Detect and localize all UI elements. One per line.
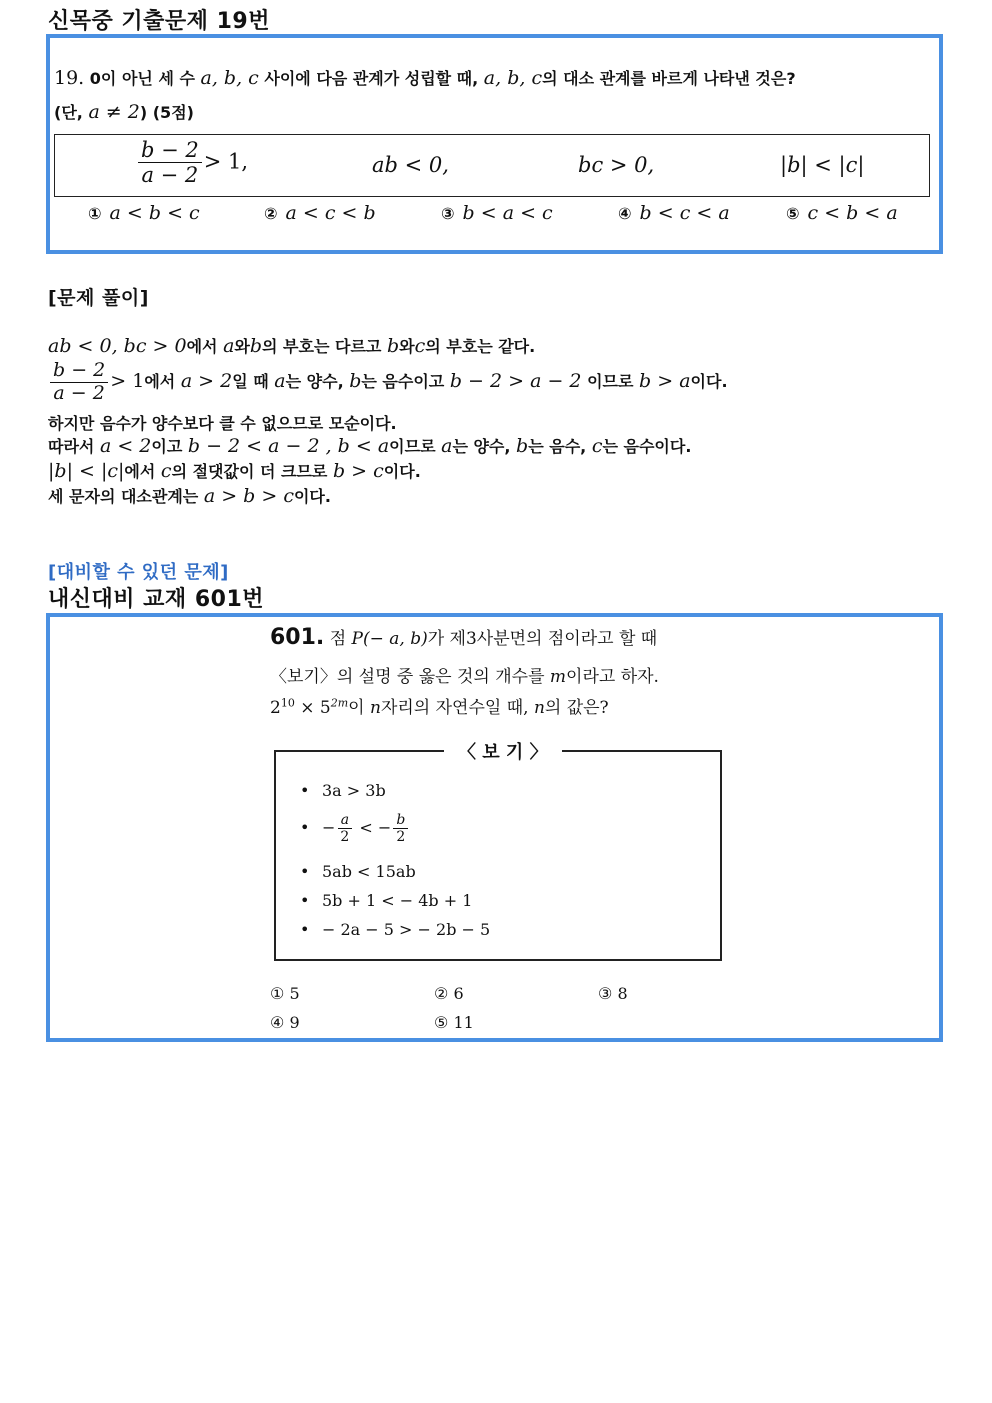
bullet: • bbox=[300, 781, 310, 800]
text: 이므로 bbox=[389, 437, 436, 456]
fraction bbox=[337, 812, 352, 845]
text: 가 제3사분면의 점이라고 할 때 bbox=[427, 629, 658, 649]
math: 5b + 1 < − 4b + 1 bbox=[322, 891, 473, 910]
math: 5ab < 15ab bbox=[322, 862, 416, 881]
bogi-item-1 bbox=[300, 781, 386, 800]
condition-prefix: (단, bbox=[54, 103, 83, 122]
math: a bbox=[274, 369, 286, 392]
bogi-item-2 bbox=[300, 812, 410, 845]
problem-number: 601. bbox=[270, 625, 325, 650]
choice-number: ④ bbox=[618, 204, 632, 223]
math: a bbox=[223, 335, 235, 357]
problem-601-line-3 bbox=[270, 693, 609, 718]
fraction-numerator: b − 2 bbox=[138, 138, 202, 163]
fraction-denominator: 2 bbox=[340, 829, 350, 846]
solution-line-5 bbox=[48, 459, 421, 482]
text: 점 bbox=[329, 629, 347, 649]
condition-bc: bc > 0, bbox=[578, 153, 655, 177]
choice-text: 9 bbox=[289, 1013, 300, 1032]
math-vars: a, b, c bbox=[483, 67, 543, 89]
choice-number: ⑤ bbox=[786, 204, 800, 223]
fraction bbox=[50, 360, 108, 405]
math: b > a bbox=[639, 369, 691, 392]
bullet: • bbox=[300, 891, 310, 910]
condition-abs: |b| < |c| bbox=[780, 153, 865, 177]
math: a < 2 bbox=[99, 435, 152, 457]
condition-fraction bbox=[136, 138, 248, 187]
math: c bbox=[591, 435, 603, 457]
text: 〈보기〉의 설명 중 옳은 것의 개수를 bbox=[270, 667, 545, 687]
page-title: 신목중 기출문제 19번 bbox=[48, 9, 270, 34]
problem-601-line-2 bbox=[270, 662, 659, 687]
question-text: 의 대소 관계를 바르게 나타낸 것은? bbox=[542, 69, 796, 88]
choice-number: ③ bbox=[441, 204, 455, 223]
fraction-numerator: a bbox=[338, 812, 352, 829]
choice-text: b < c < a bbox=[639, 202, 730, 224]
math: P(− a, b) bbox=[351, 629, 428, 649]
math: b − 2 > a − 2 bbox=[449, 369, 582, 392]
choice-601-4[interactable] bbox=[270, 1013, 300, 1032]
choice-text: 11 bbox=[453, 1013, 474, 1032]
math: a > 2 bbox=[180, 369, 233, 392]
math-vars: a, b, c bbox=[200, 67, 259, 89]
math: − bbox=[322, 818, 336, 838]
bogi-title: 〈 보 기 〉 bbox=[444, 738, 562, 764]
prep-label: [대비할 수 있던 문제] bbox=[48, 562, 229, 583]
text: 이 bbox=[348, 698, 365, 718]
text: 이므로 bbox=[587, 371, 634, 391]
text: 와 bbox=[234, 337, 250, 356]
choice-3[interactable] bbox=[441, 202, 553, 224]
math: − 2a − 5 > − 2b − 5 bbox=[322, 920, 491, 939]
text: 이다. bbox=[293, 487, 331, 506]
text: 이라고 하자. bbox=[566, 667, 659, 687]
condition-math: a ≠ 2 bbox=[88, 101, 140, 123]
math: b bbox=[349, 369, 362, 392]
choice-5[interactable] bbox=[786, 202, 898, 224]
math: b bbox=[386, 335, 400, 357]
solution-line-3: 하지만 음수가 양수보다 클 수 없으므로 모순이다. bbox=[48, 414, 397, 433]
math: < − bbox=[359, 818, 392, 838]
choice-text: a < b < c bbox=[109, 202, 200, 224]
choice-number: ② bbox=[434, 984, 449, 1003]
text: 일 때 bbox=[232, 371, 269, 391]
solution-line-1 bbox=[48, 334, 535, 357]
fraction-tail: > 1, bbox=[203, 149, 249, 174]
section-title: 내신대비 교재 601번 bbox=[48, 587, 265, 612]
math: 3a > 3b bbox=[322, 781, 386, 800]
choice-2[interactable] bbox=[264, 202, 376, 224]
text: 이다. bbox=[383, 462, 421, 481]
problem-number: 19. bbox=[54, 67, 85, 89]
choice-601-1[interactable] bbox=[270, 984, 300, 1003]
choice-number: ① bbox=[270, 984, 285, 1003]
text: 의 절댓값이 더 크므로 bbox=[171, 462, 328, 481]
problem-601-line-1 bbox=[270, 624, 657, 650]
choice-number: ① bbox=[88, 204, 102, 223]
math: c bbox=[160, 460, 172, 482]
choice-601-2[interactable] bbox=[434, 984, 464, 1003]
choice-number: ⑤ bbox=[434, 1013, 449, 1032]
solution-line-2 bbox=[48, 360, 728, 405]
choice-601-3[interactable] bbox=[598, 984, 628, 1003]
fraction-numerator: b bbox=[393, 812, 408, 829]
choice-1[interactable] bbox=[88, 202, 200, 224]
solution-title: [문제 풀이] bbox=[48, 287, 149, 309]
choice-text: 5 bbox=[289, 984, 300, 1003]
text: 이다. bbox=[690, 371, 728, 391]
text: 와 bbox=[399, 337, 415, 356]
text: 세 문자의 대소관계는 bbox=[48, 487, 199, 506]
choice-text: b < a < c bbox=[462, 202, 553, 224]
choice-text: a < c < b bbox=[285, 202, 376, 224]
condition-ab: ab < 0, bbox=[372, 153, 449, 177]
exponent: 2m bbox=[330, 696, 349, 710]
question-text: 0이 아닌 세 수 bbox=[89, 69, 195, 88]
math: |b| < |c| bbox=[48, 460, 125, 482]
text: 에서 bbox=[124, 462, 156, 481]
problem-19-question-line2 bbox=[54, 100, 194, 123]
text: 는 양수, bbox=[285, 371, 344, 391]
math: b bbox=[516, 435, 529, 457]
math: 2 bbox=[270, 698, 281, 718]
text: 는 음수, bbox=[528, 437, 587, 456]
text: 에서 bbox=[144, 371, 176, 391]
bogi-item-4 bbox=[300, 891, 472, 910]
choice-number: ② bbox=[264, 204, 278, 223]
text: 의 부호는 같다. bbox=[425, 337, 536, 356]
choice-text: 6 bbox=[453, 984, 464, 1003]
solution-line-4 bbox=[48, 434, 691, 457]
math: a bbox=[441, 435, 453, 457]
bullet: • bbox=[300, 818, 310, 838]
math: b − 2 < a − 2 , b < a bbox=[187, 435, 390, 457]
math: b bbox=[249, 335, 263, 357]
math: m bbox=[549, 667, 567, 687]
fraction-denominator: 2 bbox=[396, 829, 406, 846]
bogi-item-3 bbox=[300, 862, 416, 881]
math: ab < 0, bc > 0 bbox=[48, 335, 187, 357]
choice-4[interactable] bbox=[618, 202, 730, 224]
bullet: • bbox=[300, 920, 310, 939]
text: 는 음수이다. bbox=[602, 437, 692, 456]
text: 는 음수이고 bbox=[361, 371, 445, 391]
solution-line-6 bbox=[48, 484, 331, 507]
math: a > b > c bbox=[203, 485, 294, 507]
text: 의 부호는 다르고 bbox=[262, 337, 382, 356]
math: × 5 bbox=[300, 698, 331, 718]
fraction-denominator: a − 2 bbox=[141, 163, 199, 188]
problem-19-question-line1 bbox=[54, 66, 796, 89]
bogi-item-5 bbox=[300, 920, 490, 939]
choice-number: ④ bbox=[270, 1013, 285, 1032]
fraction bbox=[393, 812, 408, 845]
choice-text: c < b < a bbox=[807, 202, 898, 224]
bullet: • bbox=[300, 862, 310, 881]
choice-601-5[interactable] bbox=[434, 1013, 474, 1032]
fraction bbox=[138, 138, 202, 187]
text: 에서 bbox=[186, 337, 218, 356]
question-text: 사이에 다음 관계가 성립할 때, bbox=[264, 69, 479, 88]
math: n bbox=[369, 698, 381, 718]
text: 는 양수, bbox=[452, 437, 511, 456]
condition-suffix: ) (5점) bbox=[139, 103, 194, 122]
math: b > c bbox=[332, 460, 384, 482]
exponent: 10 bbox=[280, 696, 295, 710]
text: 자리의 자연수일 때, bbox=[380, 698, 529, 718]
choice-number: ③ bbox=[598, 984, 613, 1003]
text: 의 값은? bbox=[544, 698, 609, 718]
text: 따라서 bbox=[48, 437, 95, 456]
math: > 1 bbox=[110, 369, 145, 392]
text: 이고 bbox=[151, 437, 183, 456]
fraction-denominator: a − 2 bbox=[53, 381, 105, 404]
math: n bbox=[533, 698, 545, 718]
math: c bbox=[414, 335, 426, 357]
choice-text: 8 bbox=[617, 984, 628, 1003]
fraction-numerator: b − 2 bbox=[50, 360, 108, 383]
